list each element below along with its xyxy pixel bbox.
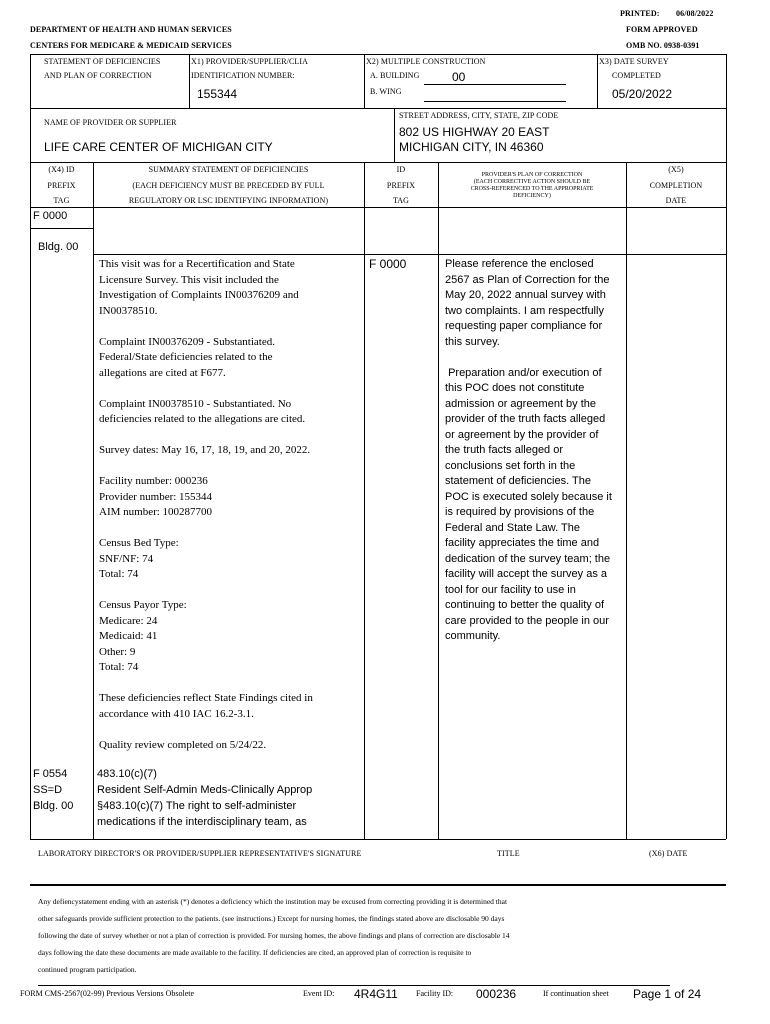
divider-name-address <box>394 108 395 162</box>
summary-para-3: Complaint IN00378510 - Substantiated. No deficiencies related to the allegations are cited. <box>99 397 306 425</box>
x3-label-2: COMPLETED <box>612 71 661 80</box>
x1-label-2: IDENTIFICATION NUMBER: <box>191 71 295 80</box>
summary-divider <box>93 254 364 255</box>
severity-scope: SS=D <box>33 784 63 796</box>
right-border <box>726 54 727 162</box>
id-header-1: ID <box>396 165 406 174</box>
wing-underline <box>424 101 566 102</box>
survey-date-value: 05/20/2022 <box>612 87 673 101</box>
address-line-1: 802 US HIGHWAY 20 EAST <box>399 125 550 139</box>
address-label: STREET ADDRESS, CITY, STATE, ZIP CODE <box>399 111 559 120</box>
event-id-value: 4R4G11 <box>354 987 398 1001</box>
plan-header-2: (EACH CORRECTIVE ACTION SHOULD BE <box>473 179 591 185</box>
summary-para-9: Quality review completed on 5/24/22. <box>99 738 267 751</box>
top-box-border <box>30 54 726 55</box>
top-box-bottom <box>30 108 726 109</box>
disclaimer-line-4: days following the date these documents are made available to the facility. If deficiencies are cited, an approved plan of correction is requisite to <box>38 948 472 957</box>
department-title: DEPARTMENT OF HEALTH AND HUMAN SERVICES <box>30 25 232 34</box>
summary-para-8: These deficiencies reflect State Findings cited in accordance with 410 IAC 16.2-3.1. <box>99 692 313 720</box>
summary-para-2: Complaint IN00376209 - Substantiated. Federal/State deficiencies related to the allegations are cited at F677. <box>99 335 275 379</box>
summary-para-6: Census Bed Type: SNF/NF: 74 Total: 74 <box>99 537 179 580</box>
plan-header <box>438 172 626 200</box>
event-id-label: Event ID: <box>303 989 335 998</box>
title-label: TITLE <box>497 849 520 858</box>
x1-label-1: X1) PROVIDER/SUPPLIER/CLIA <box>191 57 309 66</box>
signature-date-label: (X6) DATE <box>649 849 688 858</box>
summary-header-2: (EACH DEFICIENCY MUST BE PRECEDED BY FULL <box>132 181 325 190</box>
disclaimer-line-2: other safeguards provide sufficient protection to the patients. (see instructions.) Except for nursing homes, the findings stated above are disclosable 90 days <box>38 914 505 923</box>
summary-para-4: Survey dates: May 16, 17, 18, 19, and 20, 2022. <box>99 444 311 456</box>
provider-name-label: NAME OF PROVIDER OR SUPPLIER <box>44 118 177 127</box>
summary-header-3: REGULATORY OR LSC IDENTIFYING INFORMATION) <box>128 196 329 205</box>
printed-date: 06/08/2022 <box>676 9 714 18</box>
col-right-border <box>726 162 727 839</box>
disclaimer-top-rule <box>30 884 726 886</box>
f0554-text: 483.10(c)(7) Resident Self-Admin Meds-Clinically Approp §483.10(c)(7) The right to self-administer medications if the interdisciplinary team, as <box>97 768 313 828</box>
address-line-2: MICHIGAN CITY, IN 46360 <box>399 140 544 154</box>
summary-text <box>99 257 359 769</box>
tag-f0554: F 0554 <box>33 768 68 780</box>
x4-header-1: (X4) ID <box>48 165 75 174</box>
building-underline <box>424 84 566 85</box>
footer-rule <box>38 985 670 986</box>
plan-header-3: CROSS-REFERENCED TO THE APPROPRIATE <box>470 186 594 192</box>
statement-label-1: STATEMENT OF DEFICIENCIES <box>44 57 161 66</box>
x2-label: X2) MULTIPLE CONSTRUCTION <box>366 57 486 66</box>
divider-x2 <box>364 54 365 108</box>
plan-header-4: DEFICIENCY) <box>513 193 551 199</box>
summary-para-7: Census Payor Type: Medicare: 24 Medicaid: 41 Other: 9 Total: 74 <box>99 599 187 673</box>
facility-id-label: Facility ID: <box>416 989 454 998</box>
provider-id-value: 155344 <box>197 87 238 101</box>
col-divider-4 <box>626 162 627 839</box>
building-value: 00 <box>452 70 466 84</box>
page-number: Page 1 of 24 <box>633 987 702 1001</box>
plan-header-1: PROVIDER'S PLAN OF CORRECTION <box>481 172 583 178</box>
x3-label-1: X3) DATE SURVEY <box>599 57 669 66</box>
wing-label: B. WING <box>370 87 402 96</box>
plan-text <box>445 257 625 660</box>
disclaimer-line-3: following the date of survey whether or not a plan of correction is provided. For nursing homes, the above findings and plans of correction are disclosable 14 <box>38 931 510 940</box>
left-border <box>30 54 31 162</box>
plan-para-1: Please reference the enclosed 2567 as Plan of Correction for the May 20, 2022 annual survey with two complaints. I am respectfully requesting paper compliance for this survey. <box>445 258 610 348</box>
tag-f0554-block <box>33 766 91 814</box>
x4-header-2: PREFIX <box>47 181 76 190</box>
header-row-bottom <box>30 207 726 208</box>
address-bottom <box>30 162 726 163</box>
statement-label-2: AND PLAN OF CORRECTION <box>44 71 152 80</box>
facility-id-value: 000236 <box>476 987 517 1001</box>
tag-f0000-divider <box>30 228 93 229</box>
continuation-label: If continuation sheet <box>543 989 609 998</box>
plan-divider <box>364 254 726 255</box>
plan-para-2: Preparation and/or execution of this POC does not constitute admission or agreement by the provider of the truth facts alleged or agreement by the provider of the truth facts alleged or conclusions set forth in the statement of deficiencies. The POC is executed solely because it is required by provisions of the Federal and State Law. The facility appreciates the time and dedication of the survey team; the facility will accept the survey as a tool for our facility to use in continuing to better the quality of care provided to the people in our community. <box>445 366 612 642</box>
disclaimer-text <box>38 893 718 978</box>
omb-number: OMB NO. 0938-0391 <box>626 41 700 50</box>
divider-x1 <box>189 54 190 108</box>
form-approved: FORM APPROVED <box>626 25 698 34</box>
x5-header-2: COMPLETION <box>649 181 703 190</box>
col-divider-2 <box>364 162 365 839</box>
centers-title: CENTERS FOR MEDICARE & MEDICAID SERVICES <box>30 41 232 50</box>
disclaimer-line-5: continued program participation. <box>38 965 137 974</box>
director-signature-label: LABORATORY DIRECTOR'S OR PROVIDER/SUPPLIER REPRESENTATIVE'S SIGNATURE <box>38 849 362 858</box>
provider-name-value: LIFE CARE CENTER OF MICHIGAN CITY <box>44 140 273 154</box>
x4-header-3: TAG <box>53 196 70 205</box>
bldg-label-f0554: Bldg. 00 <box>33 800 74 812</box>
summary-para-1: This visit was for a Recertification and State Licensure Survey. This visit included the Investigation of Complaints IN00376209 and IN00378510. <box>99 258 299 317</box>
printed-label: PRINTED: <box>620 9 660 18</box>
x5-header-3: DATE <box>665 196 687 205</box>
x5-header-1: (X5) <box>668 165 684 174</box>
table-bottom <box>30 839 726 840</box>
form-cms-label: FORM CMS-2567(02-99) Previous Versions Obsolete <box>20 989 195 998</box>
bldg-label: Bldg. 00 <box>38 241 79 253</box>
id-header-2: PREFIX <box>386 181 416 190</box>
col-divider-1 <box>93 162 94 839</box>
tag-f0000: F 0000 <box>33 210 68 222</box>
summary-header-1: SUMMARY STATEMENT OF DEFICIENCIES <box>148 165 309 174</box>
id-tag-f0000: F 0000 <box>369 257 407 271</box>
divider-x3 <box>597 54 598 108</box>
id-header-3: TAG <box>392 196 410 205</box>
disclaimer-line-1: Any defiencystatement ending with an asterisk (*) denotes a deficiency which the institution may be excused from correcting providing it is determined that <box>38 897 508 906</box>
col-divider-3 <box>438 162 439 839</box>
summary-para-5: Facility number: 000236 Provider number: 155344 AIM number: 100287700 <box>99 475 213 518</box>
building-label: A. BUILDING <box>370 71 420 80</box>
col-left-border <box>30 162 31 839</box>
